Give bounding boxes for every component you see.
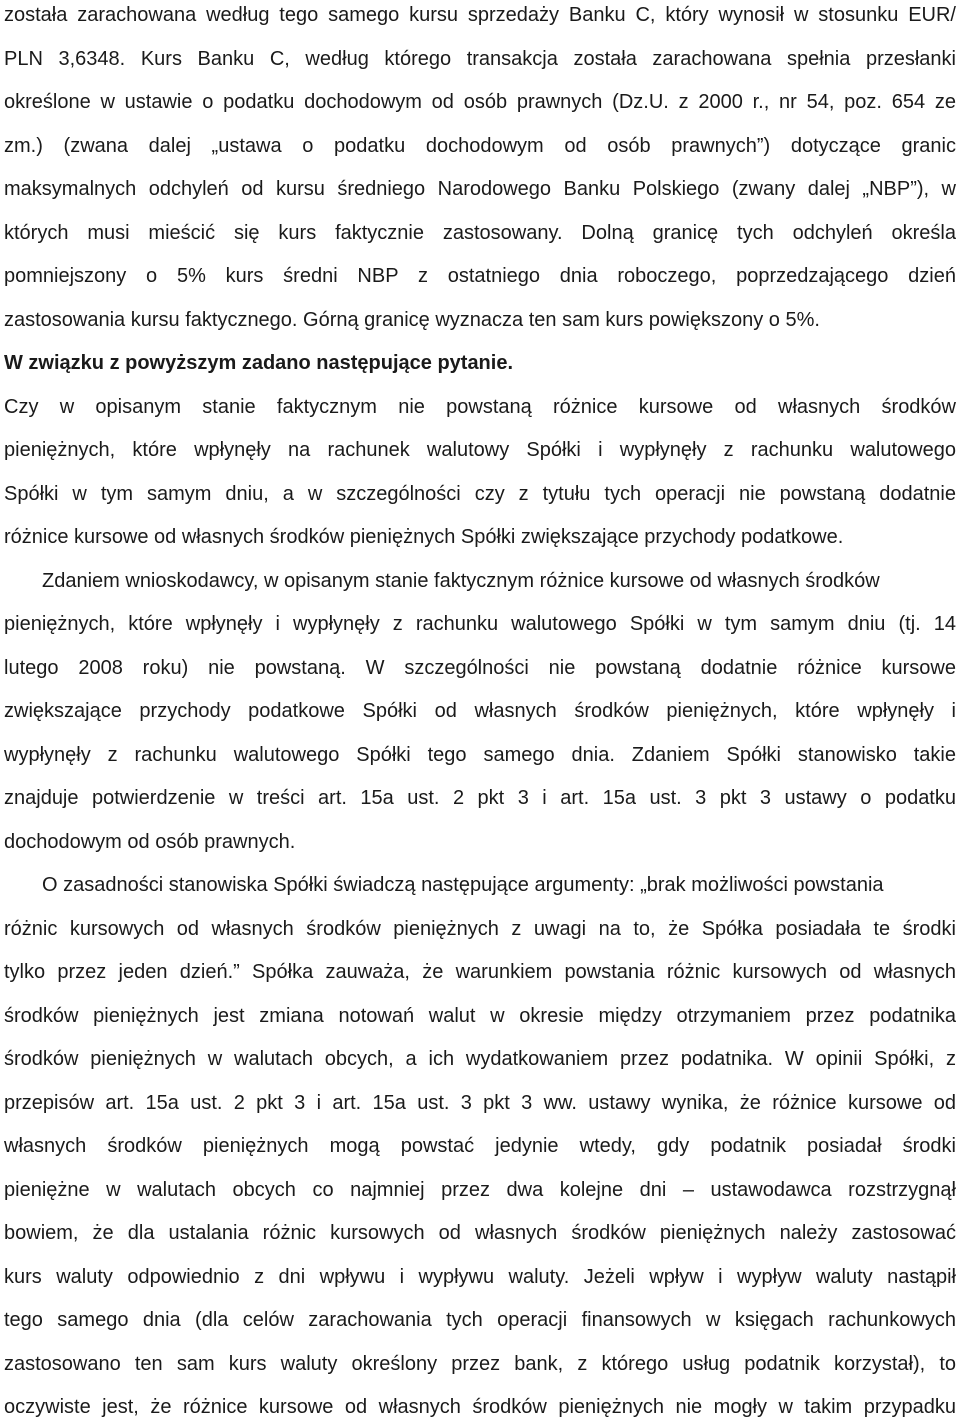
text-line: Zdaniem wnioskodawcy, w opisanym stanie faktycznym różnice kursowe od własnych środków [42, 569, 880, 592]
text-line: różnic kursowych od własnych środków pieniężnych z uwagi na to, że Spółka posiadała te środki [4, 917, 956, 940]
text-line: wypłynęły z rachunku walutowego Spółki tego samego dnia. Zdaniem Spółki stanowisko takie [4, 743, 956, 766]
text-line: została zarachowana według tego samego kursu sprzedaży Banku C, który wynosił w stosunku EUR/ [4, 4, 956, 26]
text-line: maksymalnych odchyleń od kursu średniego Narodowego Banku Polskiego (zwany dalej „NBP”), w [4, 178, 956, 200]
text-line: własnych środków pieniężnych mogą powstać jedynie wtedy, gdy podatnik posiadał środki [4, 1135, 956, 1157]
text-line: lutego 2008 roku) nie powstaną. W szczególności nie powstaną dodatnie różnice kursowe [4, 656, 956, 679]
text-line: pieniężne w walutach obcych co najmniej przez dwa kolejne dni – ustawodawca rozstrzygnął [4, 1178, 956, 1201]
text-line: O zasadności stanowiska Spółki świadczą następujące argumenty: „brak możliwości powstania [42, 874, 884, 896]
text-line: różnice kursowe od własnych środków pieniężnych Spółki zwiększające przychody podatkowe. [4, 526, 844, 548]
text-line: pieniężnych, które wpłynęły i wypłynęły z rachunku walutowego Spółki w tym samym dniu (tj. 14 [4, 613, 956, 635]
text-line: Spółki w tym samym dniu, a w szczególności czy z tytułu tych operacji nie powstaną dodatnie [4, 482, 956, 505]
text-line: środków pieniężnych w walutach obcych, a ich wydatkowaniem przez podatnika. W opinii Spółki, z [4, 1048, 956, 1070]
section-heading: W związku z powyższym zadano następujące pytanie. [4, 352, 514, 374]
text-line: znajduje potwierdzenie w treści art. 15a ust. 2 pkt 3 i art. 15a ust. 3 pkt 3 ustawy o podatku [4, 787, 956, 809]
text-line: oczywiste jest, że różnice kursowe od własnych środków pieniężnych nie mogły w takim przypadku [4, 1396, 956, 1418]
text-line: tego samego dnia (dla celów zarachowania tych operacji finansowych w księgach rachunkowych [4, 1309, 956, 1331]
text-line: których musi mieścić się kurs faktycznie zastosowany. Dolną granicę tych odchyleń określa [4, 221, 956, 244]
text-line: Czy w opisanym stanie faktycznym nie powstaną różnice kursowe od własnych środków [4, 395, 956, 418]
text-line: zastosowano ten sam kurs waluty określony przez bank, z którego usług podatnik korzystał), to [4, 1352, 956, 1375]
text-line: dochodowym od osób prawnych. [4, 830, 296, 853]
text-line: zm.) (zwana dalej „ustawa o podatku dochodowym od osób prawnych”) dotyczące granic [4, 134, 956, 157]
text-line: środków pieniężnych jest zmiana notowań walut w okresie między otrzymaniem przez podatnika [4, 1004, 956, 1027]
text-line: przepisów art. 15a ust. 2 pkt 3 i art. 15a ust. 3 pkt 3 ww. ustawy wynika, że różnice kursowe od [4, 1091, 956, 1114]
text-line: PLN 3,6348. Kurs Banku C, według którego transakcja została zarachowana spełnia przesłanki [4, 47, 956, 70]
text-line: pomniejszony o 5% kurs średni NBP z ostatniego dnia roboczego, poprzedzającego dzień [4, 265, 956, 287]
text-line: kurs waluty odpowiednio z dni wpływu i wypływu waluty. Jeżeli wpływ i wypływ waluty nastąpił [4, 1265, 956, 1288]
text-line: zwiększające przychody podatkowe Spółki od własnych środków pieniężnych, które wpłynęły i [4, 700, 956, 722]
text-line: zastosowania kursu faktycznego. Górną granicę wyznacza ten sam kurs powiększony o 5%. [4, 308, 820, 331]
text-line: tylko przez jeden dzień.” Spółka zauważa, że warunkiem powstania różnic kursowych od własnych [4, 961, 956, 983]
text-line: określone w ustawie o podatku dochodowym od osób prawnych (Dz.U. z 2000 r., nr 54, poz. 654 ze [4, 91, 956, 113]
text-line: bowiem, że dla ustalania różnic kursowych od własnych środków pieniężnych należy zastosować [4, 1222, 956, 1244]
text-line: pieniężnych, które wpłynęły na rachunek walutowy Spółki i wypłynęły z rachunku walutowego [4, 439, 956, 461]
